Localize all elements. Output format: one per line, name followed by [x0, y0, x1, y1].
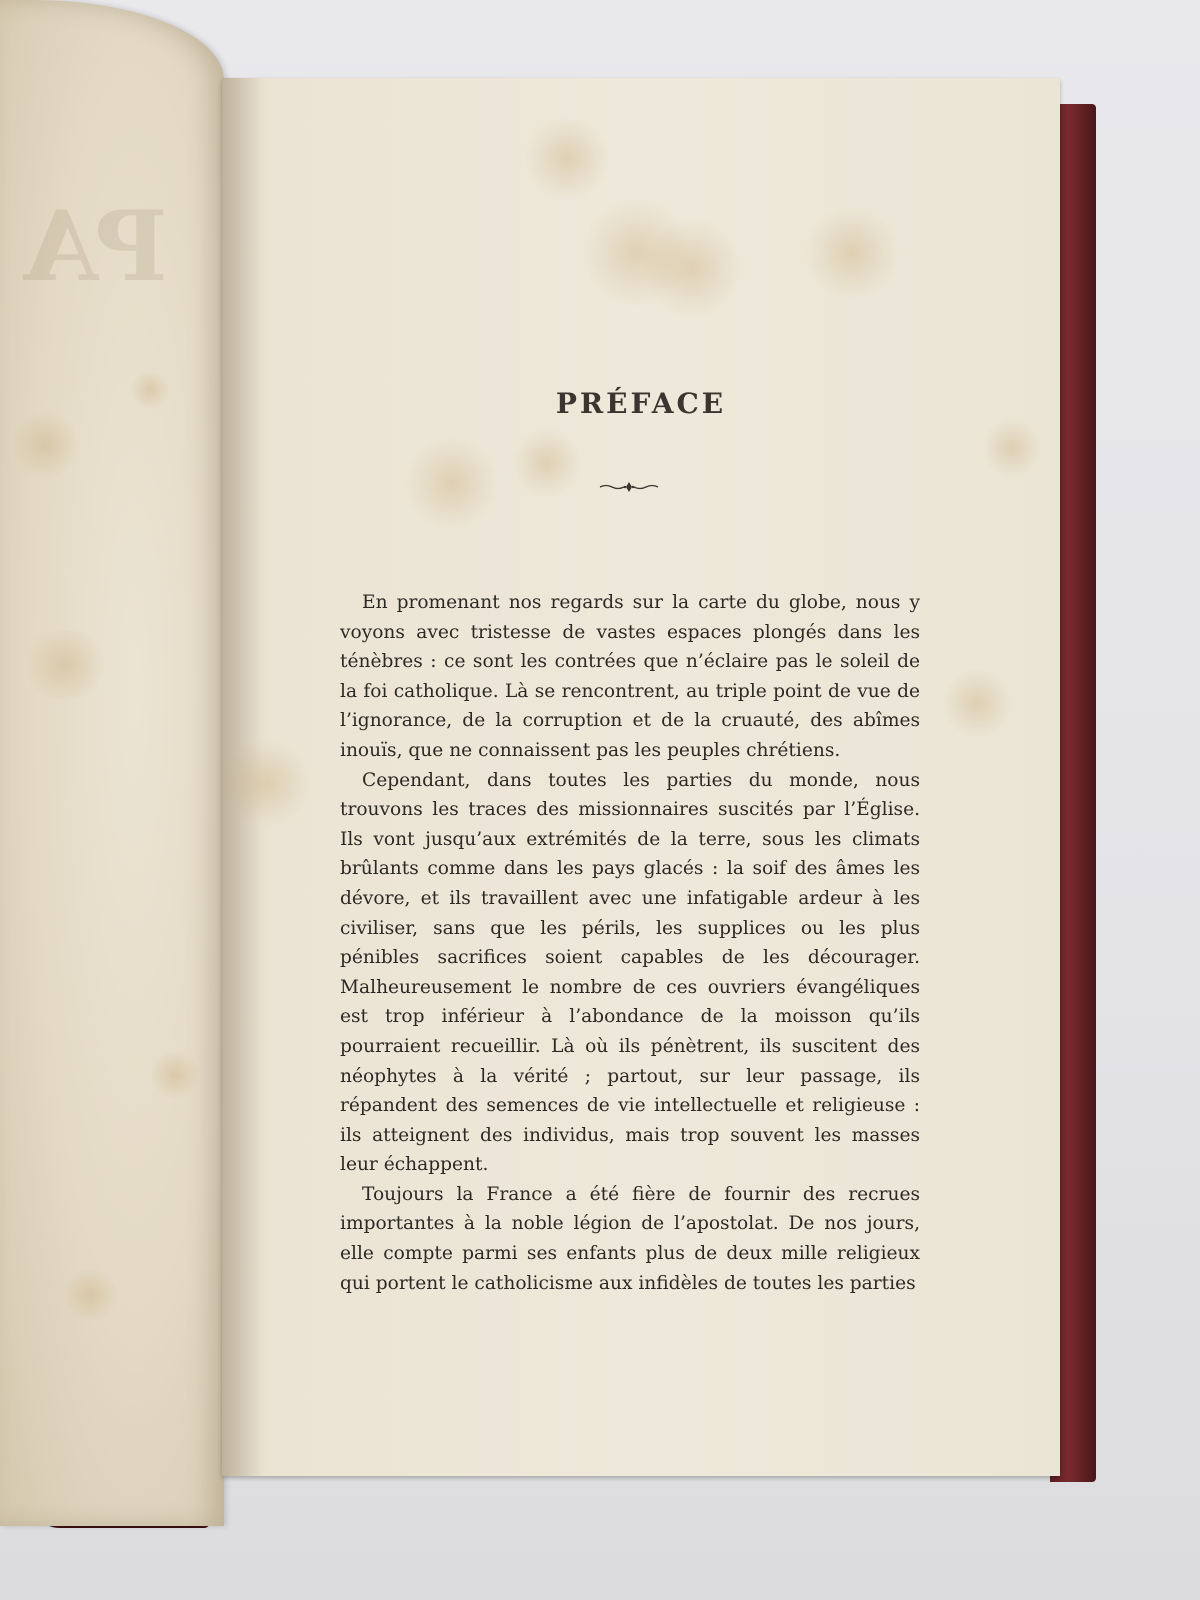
right-page [222, 78, 1060, 1476]
foxing-stain [942, 668, 1012, 738]
foxing-stain [802, 208, 902, 298]
foxing-stain [642, 218, 742, 318]
foxing-stain [222, 738, 312, 828]
paragraph: Cependant, dans toutes les parties du monde, nous trouvons les traces des missionnaires suscités par l’Église. Ils vont jusqu’aux extrémités de la terre, sous les climats brûlants comme dans les pays glacés : la soif des âmes les dévore, et ils travaillent avec une infatigable ardeur à les civiliser, sans que les périls, les supplices ou les plus pénibles sacrifices soient capables de les décourager. Malheureusement le nombre de ces ouvriers évangéliques est trop inférieur à l’abondance de la moisson qu’ils pourraient recueillir. Là où ils pénètrent, ils suscitent des néophytes à la vérité ; partout, sur leur passage, ils répandent des semences de vie intellectuelle et religieuse : ils atteignent des individus, mais trop souvent les masses leur échappent. [340, 769, 920, 1176]
preface-body [340, 588, 920, 1298]
foxing-stain [20, 630, 110, 700]
foxing-stain [512, 428, 582, 498]
left-page-ghost-text: PA [20, 190, 168, 303]
left-page [0, 0, 224, 1526]
paragraph: Toujours la France a été fière de fournir des recrues importantes à la noble légion de l’apostolat. De nos jours, elle compte parmi ses enfants plus de deux mille religieux qui portent le catholicisme aux infidèles de toutes les parties [340, 1183, 920, 1294]
foxing-stain [130, 370, 170, 410]
foxing-stain [60, 1270, 120, 1320]
foxing-stain [522, 118, 612, 198]
foxing-stain [10, 410, 80, 480]
foxing-stain [150, 1050, 200, 1100]
foxing-stain [982, 418, 1042, 478]
foxing-stain [402, 438, 502, 528]
ornament-divider-icon [598, 480, 660, 494]
page-title: PRÉFACE [555, 387, 727, 420]
paragraph: En promenant nos regards sur la carte du globe, nous y voyons avec tristesse de vastes espaces plongés dans les ténèbres : ce sont les contrées que n’éclaire pas le soleil de la foi catholique. Là se rencontrent, au triple point de vue de l’ignorance, de la corruption et de la cruauté, des abîmes inouïs, que ne connaissent pas les peuples chrétiens. [340, 592, 920, 761]
